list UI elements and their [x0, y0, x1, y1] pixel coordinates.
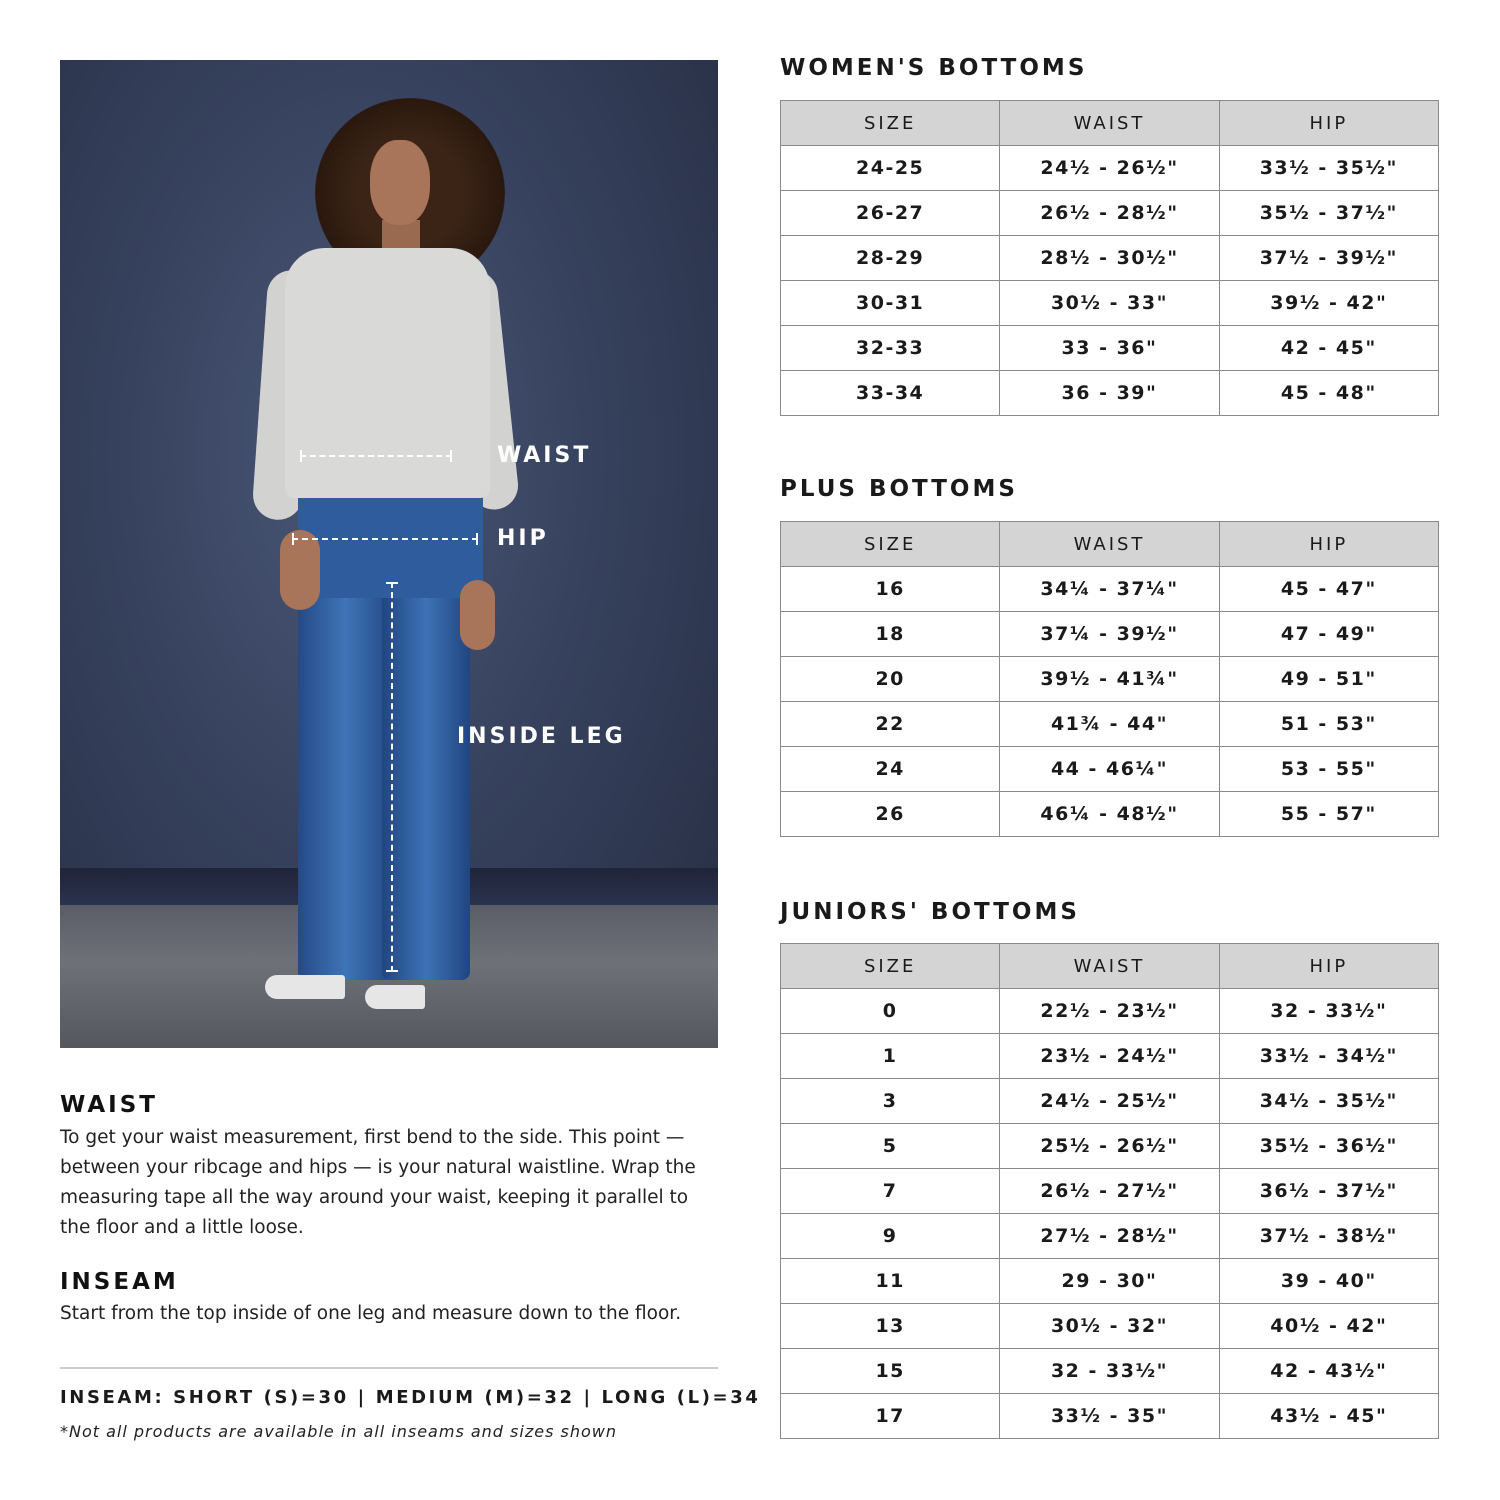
hip-cell: 36½ - 37½" [1219, 1169, 1438, 1214]
table-header-row [781, 522, 1439, 567]
table-row [781, 146, 1439, 191]
column-header: SIZE [781, 101, 1000, 146]
table-row [781, 657, 1439, 702]
size-cell: 24 [781, 747, 1000, 792]
waist-cell: 24½ - 26½" [1000, 146, 1219, 191]
column-header: WAIST [1000, 101, 1219, 146]
table-row [781, 191, 1439, 236]
table-row [781, 1034, 1439, 1079]
hip-cell: 32 - 33½" [1219, 989, 1438, 1034]
size-cell: 22 [781, 702, 1000, 747]
size-cell: 30-31 [781, 281, 1000, 326]
hip-cell: 49 - 51" [1219, 657, 1438, 702]
waist-cell: 44 - 46¼" [1000, 747, 1219, 792]
size-cell: 18 [781, 612, 1000, 657]
waist-label: WAIST [497, 443, 592, 468]
hip-cell: 42 - 45" [1219, 326, 1438, 371]
hip-cell: 35½ - 37½" [1219, 191, 1438, 236]
size-cell: 1 [781, 1034, 1000, 1079]
size-cell: 15 [781, 1349, 1000, 1394]
table-row [781, 702, 1439, 747]
hip-cell: 33½ - 34½" [1219, 1034, 1438, 1079]
waist-cell: 22½ - 23½" [1000, 989, 1219, 1034]
hip-cell: 33½ - 35½" [1219, 146, 1438, 191]
waist-cell: 36 - 39" [1000, 371, 1219, 416]
waist-cell: 30½ - 33" [1000, 281, 1219, 326]
table-row [781, 1304, 1439, 1349]
waist-cell: 25½ - 26½" [1000, 1124, 1219, 1169]
size-cell: 28-29 [781, 236, 1000, 281]
hip-cell: 37½ - 39½" [1219, 236, 1438, 281]
size-cell: 24-25 [781, 146, 1000, 191]
table-row [781, 567, 1439, 612]
hip-cell: 39 - 40" [1219, 1259, 1438, 1304]
hip-measure-line [292, 538, 478, 540]
hip-cell: 51 - 53" [1219, 702, 1438, 747]
table-row [781, 1394, 1439, 1439]
inseam-instructions: Start from the top inside of one leg and measure down to the floor. [60, 1303, 682, 1324]
table-row [781, 1349, 1439, 1394]
model-hand [280, 530, 320, 610]
waist-cell: 24½ - 25½" [1000, 1079, 1219, 1124]
model-face [370, 140, 430, 225]
waist-cell: 33 - 36" [1000, 326, 1219, 371]
column-header: SIZE [781, 522, 1000, 567]
waist-cell: 33½ - 35" [1000, 1394, 1219, 1439]
hip-cell: 45 - 47" [1219, 567, 1438, 612]
column-header: WAIST [1000, 944, 1219, 989]
hip-cell: 42 - 43½" [1219, 1349, 1438, 1394]
waist-instructions: To get your waist measurement, first bend to the side. This point — between your ribcage and hips — is your natural waistline. Wrap the measuring tape all the way around your waist, keeping it parallel to the floor and a little loose. [60, 1127, 696, 1238]
hip-cell: 37½ - 38½" [1219, 1214, 1438, 1259]
hip-cell: 35½ - 36½" [1219, 1124, 1438, 1169]
waist-cell: 28½ - 30½" [1000, 236, 1219, 281]
size-chart-table [780, 100, 1439, 416]
size-cell: 20 [781, 657, 1000, 702]
waist-cell: 26½ - 27½" [1000, 1169, 1219, 1214]
table-row [781, 236, 1439, 281]
table-row [781, 1259, 1439, 1304]
table-row [781, 612, 1439, 657]
inside-leg-label: INSIDE LEG [457, 724, 626, 749]
size-chart-table [780, 521, 1439, 837]
hip-cell: 55 - 57" [1219, 792, 1438, 837]
size-cell: 26 [781, 792, 1000, 837]
waist-cell: 46¼ - 48½" [1000, 792, 1219, 837]
size-cell: 16 [781, 567, 1000, 612]
hip-cell: 45 - 48" [1219, 371, 1438, 416]
inseam-heading: INSEAM [60, 1269, 179, 1295]
waist-cell: 34¼ - 37¼" [1000, 567, 1219, 612]
hip-cell: 39½ - 42" [1219, 281, 1438, 326]
waist-cell: 32 - 33½" [1000, 1349, 1219, 1394]
table-header-row [781, 101, 1439, 146]
table-row [781, 1214, 1439, 1259]
size-cell: 9 [781, 1214, 1000, 1259]
hip-cell: 34½ - 35½" [1219, 1079, 1438, 1124]
waist-cell: 30½ - 32" [1000, 1304, 1219, 1349]
table-row [781, 1124, 1439, 1169]
table-row [781, 792, 1439, 837]
waist-cell: 29 - 30" [1000, 1259, 1219, 1304]
size-cell: 0 [781, 989, 1000, 1034]
hip-cell: 53 - 55" [1219, 747, 1438, 792]
hip-label: HIP [497, 526, 549, 551]
hip-cell: 43½ - 45" [1219, 1394, 1438, 1439]
waist-cell: 27½ - 28½" [1000, 1214, 1219, 1259]
size-chart-title: PLUS BOTTOMS [780, 476, 1018, 502]
size-cell: 7 [781, 1169, 1000, 1214]
column-header: HIP [1219, 944, 1438, 989]
size-cell: 13 [781, 1304, 1000, 1349]
size-cell: 11 [781, 1259, 1000, 1304]
availability-note: *Not all products are available in all inseams and sizes shown [60, 1422, 617, 1441]
size-cell: 17 [781, 1394, 1000, 1439]
model-photo [60, 60, 718, 1048]
waist-cell: 26½ - 28½" [1000, 191, 1219, 236]
size-chart-title: JUNIORS' BOTTOMS [780, 899, 1080, 925]
table-row [781, 326, 1439, 371]
waist-cell: 39½ - 41¾" [1000, 657, 1219, 702]
waist-cell: 23½ - 24½" [1000, 1034, 1219, 1079]
column-header: WAIST [1000, 522, 1219, 567]
size-cell: 26-27 [781, 191, 1000, 236]
table-row [781, 371, 1439, 416]
size-cell: 5 [781, 1124, 1000, 1169]
inseam-lengths: INSEAM: SHORT (S)=30 | MEDIUM (M)=32 | LONG (L)=34 [60, 1387, 761, 1408]
column-header: HIP [1219, 101, 1438, 146]
column-header: HIP [1219, 522, 1438, 567]
table-row [781, 1079, 1439, 1124]
waist-heading: WAIST [60, 1092, 158, 1118]
model-leg [298, 560, 393, 980]
table-row [781, 281, 1439, 326]
model-sweater [285, 248, 490, 498]
table-row [781, 747, 1439, 792]
hip-cell: 47 - 49" [1219, 612, 1438, 657]
size-cell: 32-33 [781, 326, 1000, 371]
model-leg [382, 560, 470, 980]
table-row [781, 1169, 1439, 1214]
waist-cell: 41¾ - 44" [1000, 702, 1219, 747]
size-chart-title: WOMEN'S BOTTOMS [780, 55, 1088, 81]
hip-cell: 40½ - 42" [1219, 1304, 1438, 1349]
waist-measure-line [300, 455, 452, 457]
model-shoe [265, 975, 345, 999]
table-header-row [781, 944, 1439, 989]
divider [60, 1367, 718, 1369]
size-cell: 33-34 [781, 371, 1000, 416]
column-header: SIZE [781, 944, 1000, 989]
waist-cell: 37¼ - 39½" [1000, 612, 1219, 657]
size-cell: 3 [781, 1079, 1000, 1124]
inseam-measure-line [391, 582, 393, 972]
size-chart-table [780, 943, 1439, 1439]
table-row [781, 989, 1439, 1034]
model-hand [460, 580, 495, 650]
model-shoe [365, 985, 425, 1009]
